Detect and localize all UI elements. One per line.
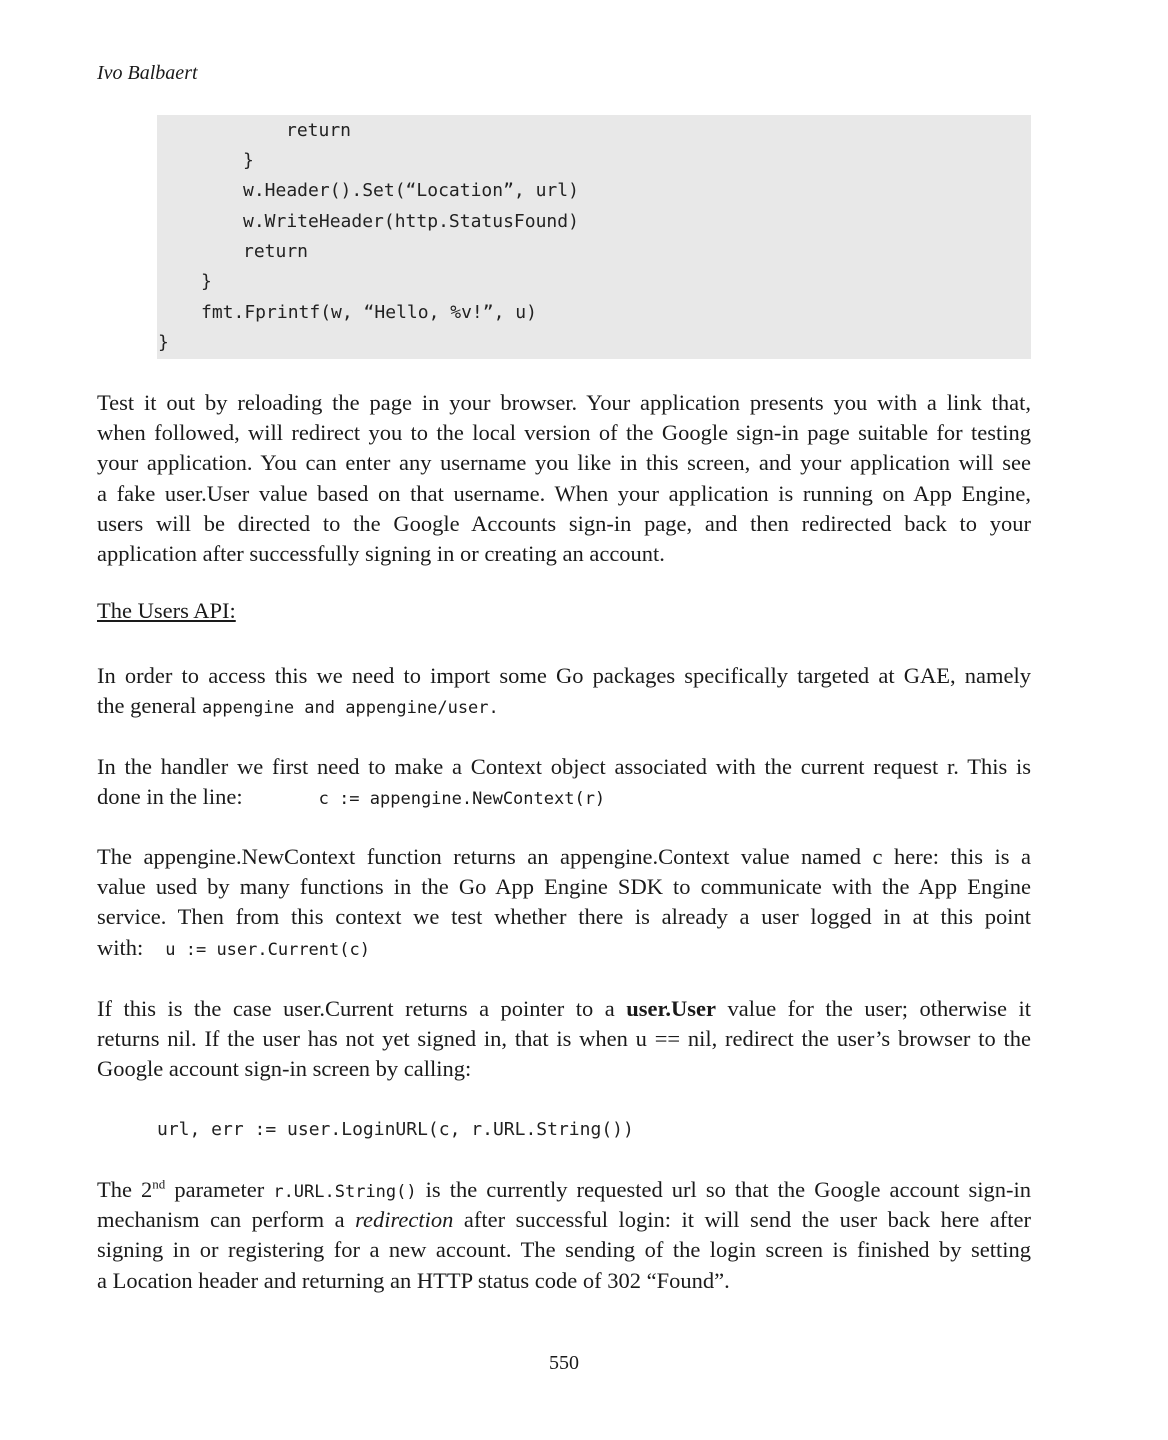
superscript: nd — [152, 1176, 166, 1192]
bold-term: user.User — [626, 996, 716, 1021]
text-line: users will be directed to the Google Accounts sign-in page, and then redirected back to your — [97, 510, 1031, 536]
code-line: w.WriteHeader(http.StatusFound) — [243, 211, 579, 232]
text-line — [97, 782, 1031, 812]
text-line — [97, 933, 1031, 963]
text-fragment: value for the user; otherwise it — [715, 996, 1031, 1021]
text-line — [97, 994, 1031, 1024]
text-fragment: done in the line: — [97, 784, 243, 810]
text-line: Google account sign-in screen by calling: — [97, 1056, 472, 1082]
text-line — [97, 1175, 1031, 1205]
text-line: your application. You can enter any username you like in this screen, and your application will see — [97, 450, 1031, 476]
page-number: 550 — [549, 1352, 579, 1374]
text-line: a Location header and returning an HTTP status code of 302 “Found”. — [97, 1267, 730, 1293]
italic-term: redirection — [355, 1207, 454, 1233]
code-block — [157, 115, 1031, 359]
code-line: return — [243, 241, 309, 262]
code-line: } — [201, 271, 212, 292]
text-line: when followed, will redirect you to the local version of the Google sign-in page suitable for testing — [97, 420, 1031, 446]
text-fragment: the general — [97, 693, 202, 719]
inline-code: r.URL.String() — [273, 1182, 417, 1202]
text-fragment: mechanism can perform a — [97, 1207, 356, 1233]
text-line: In order to access this we need to import some Go packages specifically targeted at GAE, namely — [97, 663, 1031, 688]
text-line: signing in or registering for a new account. The sending of the login screen is finished by setting — [97, 1237, 1031, 1263]
paragraph-handler-context — [97, 752, 1031, 812]
inline-code: u := user.Current(c) — [165, 939, 370, 960]
text-line — [97, 1205, 1031, 1235]
paragraph-test-it-out — [97, 388, 1031, 569]
paragraph-newcontext — [97, 842, 1031, 963]
code-line: return — [286, 120, 352, 141]
paragraph-second-parameter — [97, 1175, 1031, 1296]
text-fragment: after successful login: it will send the user back here after — [453, 1207, 1031, 1233]
text-line: The appengine.NewContext function returns an appengine.Context value named c here: this is a — [97, 844, 1031, 869]
text-fragment: is the currently requested url so that the Google account sign-in — [416, 1177, 1032, 1202]
text-line: service. Then from this context we test whether there is already a user logged in at this point — [97, 904, 1031, 930]
text-fragment: If this is the case user.Current returns a pointer to a — [97, 996, 627, 1021]
running-header-author: Ivo Balbaert — [97, 62, 198, 84]
code-line: w.Header().Set(“Location”, url) — [243, 180, 579, 201]
text-fragment: The 2 — [97, 1177, 153, 1202]
paragraph-import-packages — [97, 661, 1031, 721]
text-line: a fake user.User value based on that username. When your application is running on App Engine, — [97, 480, 1031, 506]
text-fragment: parameter — [165, 1177, 274, 1202]
text-line — [97, 691, 1031, 721]
text-line: returns nil. If the user has not yet signed in, that is when u == nil, redirect the user’s browser to the — [97, 1026, 1031, 1052]
code-line: } — [243, 150, 254, 171]
code-line: fmt.Fprintf(w, “Hello, %v!”, u) — [201, 302, 537, 323]
text-line: application after successfully signing in or creating an account. — [97, 540, 665, 566]
paragraph-user-current — [97, 994, 1031, 1085]
text-line: value used by many functions in the Go App Engine SDK to communicate with the App Engine — [97, 874, 1031, 900]
section-heading: The Users API: — [97, 598, 236, 623]
code-line-login-url: url, err := user.LoginURL(c, r.URL.String()) — [157, 1119, 634, 1140]
inline-code: appengine and appengine/user. — [201, 698, 499, 719]
text-fragment: with: — [97, 934, 144, 960]
text-line: In the handler we first need to make a Context object associated with the current request r. This is — [97, 754, 1031, 779]
text-line: Test it out by reloading the page in your browser. Your application presents you with a link that, — [97, 390, 1031, 415]
inline-code: c := appengine.NewContext(r) — [318, 789, 606, 810]
code-line: } — [158, 332, 169, 353]
